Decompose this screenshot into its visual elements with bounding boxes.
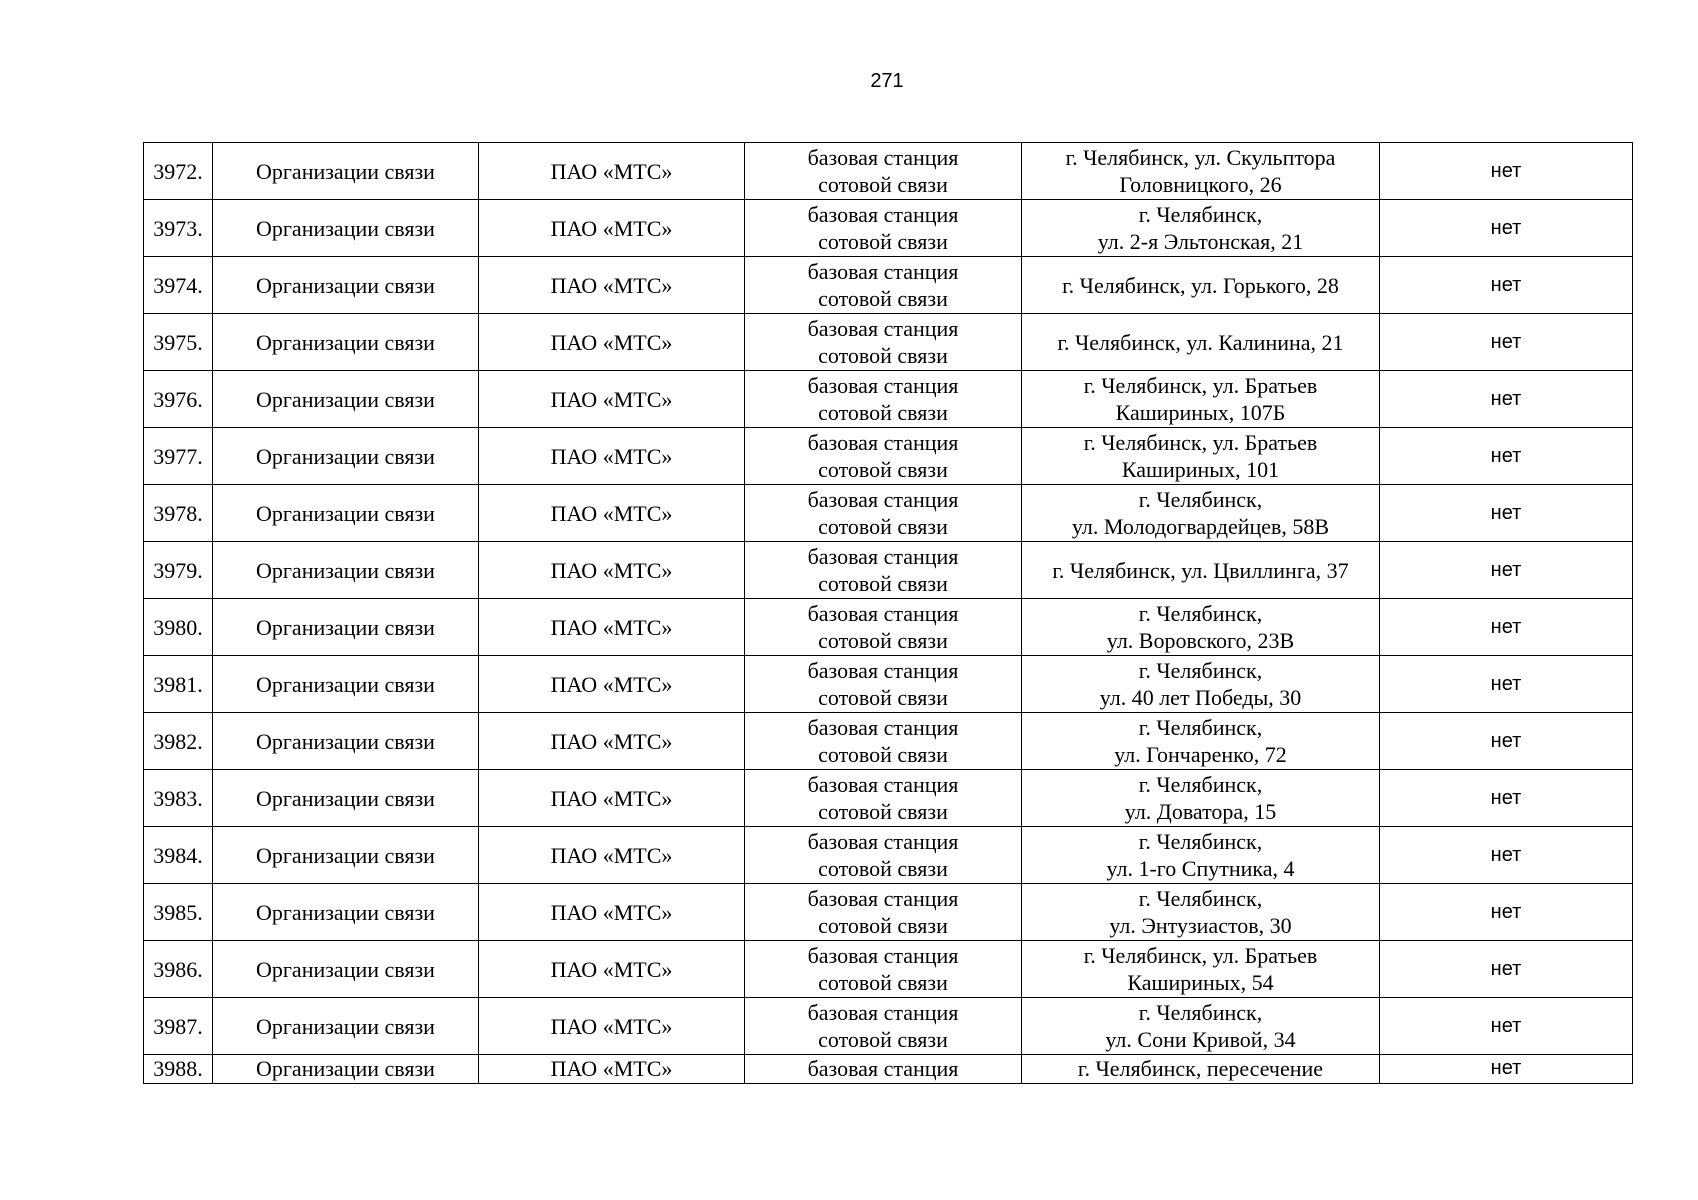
organization-cell-text: ПАО «МТС»: [550, 899, 673, 925]
category-cell: [213, 713, 479, 770]
address-cell-text: ул. 2-я Эльтонская, 21: [1097, 229, 1304, 254]
object-type-cell: [745, 599, 1022, 656]
category-cell: [213, 485, 479, 542]
address-cell-text: г. Челябинск, ул. Горького, 28: [1062, 272, 1339, 298]
organization-cell: [479, 371, 745, 428]
table-row: [144, 371, 1633, 428]
address-cell: [1022, 1055, 1380, 1084]
object-type-cell: [745, 257, 1022, 314]
object-type-cell-text: сотовой связи: [818, 286, 948, 311]
row-number: [144, 1055, 213, 1084]
organization-cell: [479, 542, 745, 599]
row-number: [144, 371, 213, 428]
object-type-cell: [745, 200, 1022, 257]
row-number: [144, 314, 213, 371]
object-type-cell-text: базовая станция: [807, 1056, 959, 1081]
organization-cell-text: ПАО «МТС»: [550, 614, 673, 640]
address-cell-text: ул. 1-го Спутника, 4: [1106, 856, 1295, 881]
address-cell-text: ул. Гончаренко, 72: [1114, 742, 1287, 767]
status-cell: [1380, 485, 1633, 542]
address-cell-text: ул. Воровского, 23В: [1106, 628, 1295, 653]
row-number-text: 3979.: [153, 557, 203, 583]
address-cell-text: г. Челябинск, пересечение: [1077, 1056, 1324, 1081]
category-cell: [213, 1055, 479, 1084]
row-number: [144, 428, 213, 485]
organization-cell-text: ПАО «МТС»: [550, 728, 673, 754]
object-type-cell-text: базовая станция: [807, 772, 959, 797]
table-row: [144, 770, 1633, 827]
address-cell: [1022, 656, 1380, 713]
object-type-cell: [745, 998, 1022, 1055]
object-type-cell: [745, 542, 1022, 599]
category-cell-text: Организации связи: [256, 842, 435, 868]
row-number-text: 3988.: [153, 1056, 203, 1081]
organization-cell: [479, 314, 745, 371]
status-cell: [1380, 827, 1633, 884]
status-cell-text: нет: [1490, 387, 1522, 410]
table-row: [144, 884, 1633, 941]
organization-cell: [479, 941, 745, 998]
category-cell-text: Организации связи: [256, 500, 435, 526]
address-cell: [1022, 599, 1380, 656]
object-type-cell-text: сотовой связи: [818, 343, 948, 368]
organization-cell-text: ПАО «МТС»: [550, 1056, 673, 1081]
status-cell-text: нет: [1490, 957, 1522, 980]
status-cell-text: нет: [1490, 615, 1522, 638]
status-cell: [1380, 713, 1633, 770]
row-number-text: 3982.: [153, 728, 203, 754]
address-cell: [1022, 941, 1380, 998]
object-type-cell: [745, 428, 1022, 485]
row-number-text: 3986.: [153, 956, 203, 982]
address-cell-text: ул. 40 лет Победы, 30: [1099, 685, 1302, 710]
row-number: [144, 200, 213, 257]
category-cell-text: Организации связи: [256, 1013, 435, 1039]
row-number-text: 3985.: [153, 899, 203, 925]
category-cell: [213, 599, 479, 656]
object-type-cell: [745, 713, 1022, 770]
table-row: [144, 257, 1633, 314]
address-cell-text: Кашириных, 54: [1127, 970, 1274, 995]
object-type-cell-text: базовая станция: [807, 829, 959, 854]
organization-cell-text: ПАО «МТС»: [550, 386, 673, 412]
status-cell-text: нет: [1490, 786, 1522, 809]
row-number-text: 3983.: [153, 785, 203, 811]
organization-cell: [479, 599, 745, 656]
table-row: [144, 143, 1633, 200]
address-cell-text: г. Челябинск,: [1138, 1000, 1263, 1025]
category-cell: [213, 143, 479, 200]
object-type-cell: [745, 143, 1022, 200]
address-cell-text: г. Челябинск,: [1138, 202, 1263, 227]
category-cell-text: Организации связи: [256, 215, 435, 241]
object-type-cell-text: сотовой связи: [818, 856, 948, 881]
address-cell: [1022, 884, 1380, 941]
table-row: [144, 1055, 1633, 1084]
object-type-cell-text: базовая станция: [807, 487, 959, 512]
address-cell-text: г. Челябинск, ул. Братьев: [1083, 373, 1318, 398]
address-cell: [1022, 257, 1380, 314]
object-type-cell-text: базовая станция: [807, 373, 959, 398]
registry-table: [143, 142, 1633, 1084]
table-row: [144, 542, 1633, 599]
status-cell-text: нет: [1490, 900, 1522, 923]
object-type-cell-text: базовая станция: [807, 259, 959, 284]
address-cell: [1022, 827, 1380, 884]
category-cell: [213, 770, 479, 827]
category-cell: [213, 371, 479, 428]
status-cell-text: нет: [1490, 159, 1522, 182]
address-cell-text: г. Челябинск,: [1138, 601, 1263, 626]
address-cell-text: г. Челябинск,: [1138, 715, 1263, 740]
organization-cell-text: ПАО «МТС»: [550, 329, 673, 355]
object-type-cell-text: базовая станция: [807, 430, 959, 455]
table-row: [144, 656, 1633, 713]
organization-cell: [479, 200, 745, 257]
category-cell: [213, 827, 479, 884]
organization-cell: [479, 143, 745, 200]
table-row: [144, 713, 1633, 770]
status-cell-text: нет: [1490, 501, 1522, 524]
category-cell-text: Организации связи: [256, 557, 435, 583]
category-cell-text: Организации связи: [256, 785, 435, 811]
category-cell-text: Организации связи: [256, 329, 435, 355]
row-number-text: 3980.: [153, 614, 203, 640]
category-cell-text: Организации связи: [256, 158, 435, 184]
category-cell: [213, 656, 479, 713]
status-cell: [1380, 428, 1633, 485]
organization-cell-text: ПАО «МТС»: [550, 557, 673, 583]
organization-cell-text: ПАО «МТС»: [550, 785, 673, 811]
status-cell: [1380, 371, 1633, 428]
object-type-cell-text: сотовой связи: [818, 172, 948, 197]
category-cell: [213, 428, 479, 485]
address-cell-text: ул. Молодогвардейцев, 58В: [1071, 514, 1330, 539]
address-cell-text: г. Челябинск, ул. Калинина, 21: [1057, 329, 1344, 355]
row-number: [144, 941, 213, 998]
status-cell-text: нет: [1490, 273, 1522, 296]
object-type-cell-text: базовая станция: [807, 1000, 959, 1025]
address-cell-text: Кашириных, 107Б: [1115, 400, 1286, 425]
organization-cell: [479, 428, 745, 485]
category-cell: [213, 941, 479, 998]
category-cell-text: Организации связи: [256, 728, 435, 754]
address-cell-text: г. Челябинск, ул. Скульптора: [1065, 145, 1336, 170]
object-type-cell-text: сотовой связи: [818, 799, 948, 824]
organization-cell: [479, 1055, 745, 1084]
row-number: [144, 599, 213, 656]
address-cell-text: г. Челябинск,: [1138, 772, 1263, 797]
object-type-cell: [745, 656, 1022, 713]
category-cell-text: Организации связи: [256, 272, 435, 298]
status-cell: [1380, 200, 1633, 257]
object-type-cell: [745, 770, 1022, 827]
organization-cell: [479, 998, 745, 1055]
object-type-cell-text: сотовой связи: [818, 685, 948, 710]
object-type-cell-text: сотовой связи: [818, 913, 948, 938]
object-type-cell-text: базовая станция: [807, 658, 959, 683]
row-number: [144, 998, 213, 1055]
object-type-cell-text: сотовой связи: [818, 1027, 948, 1052]
organization-cell: [479, 713, 745, 770]
address-cell-text: ул. Энтузиастов, 30: [1109, 913, 1292, 938]
object-type-cell: [745, 884, 1022, 941]
object-type-cell: [745, 941, 1022, 998]
row-number-text: 3977.: [153, 443, 203, 469]
row-number-text: 3987.: [153, 1013, 203, 1039]
address-cell: [1022, 485, 1380, 542]
table-row: [144, 827, 1633, 884]
row-number: [144, 485, 213, 542]
row-number-text: 3978.: [153, 500, 203, 526]
status-cell: [1380, 1055, 1633, 1084]
table-row: [144, 314, 1633, 371]
address-cell-text: ул. Доватора, 15: [1124, 799, 1277, 824]
object-type-cell: [745, 485, 1022, 542]
status-cell-text: нет: [1490, 1057, 1522, 1079]
organization-cell: [479, 884, 745, 941]
address-cell-text: г. Челябинск, ул. Братьев: [1083, 943, 1318, 968]
status-cell-text: нет: [1490, 216, 1522, 239]
address-cell: [1022, 542, 1380, 599]
organization-cell-text: ПАО «МТС»: [550, 500, 673, 526]
organization-cell: [479, 827, 745, 884]
organization-cell-text: ПАО «МТС»: [550, 671, 673, 697]
address-cell: [1022, 200, 1380, 257]
row-number-text: 3976.: [153, 386, 203, 412]
object-type-cell-text: сотовой связи: [818, 571, 948, 596]
status-cell-text: нет: [1490, 444, 1522, 467]
category-cell-text: Организации связи: [256, 386, 435, 412]
row-number: [144, 884, 213, 941]
row-number-text: 3975.: [153, 329, 203, 355]
address-cell: [1022, 428, 1380, 485]
organization-cell-text: ПАО «МТС»: [550, 443, 673, 469]
status-cell-text: нет: [1490, 330, 1522, 353]
table-row: [144, 200, 1633, 257]
row-number: [144, 542, 213, 599]
category-cell-text: Организации связи: [256, 899, 435, 925]
row-number: [144, 770, 213, 827]
row-number: [144, 143, 213, 200]
organization-cell-text: ПАО «МТС»: [550, 215, 673, 241]
category-cell: [213, 314, 479, 371]
object-type-cell: [745, 1055, 1022, 1084]
category-cell-text: Организации связи: [256, 443, 435, 469]
row-number-text: 3973.: [153, 215, 203, 241]
object-type-cell-text: сотовой связи: [818, 229, 948, 254]
object-type-cell: [745, 827, 1022, 884]
address-cell-text: г. Челябинск,: [1138, 829, 1263, 854]
row-number-text: 3984.: [153, 842, 203, 868]
row-number-text: 3974.: [153, 272, 203, 298]
table-row: [144, 998, 1633, 1055]
object-type-cell-text: базовая станция: [807, 145, 959, 170]
category-cell-text: Организации связи: [256, 671, 435, 697]
status-cell-text: нет: [1490, 558, 1522, 581]
status-cell-text: нет: [1490, 729, 1522, 752]
status-cell: [1380, 599, 1633, 656]
status-cell: [1380, 257, 1633, 314]
status-cell: [1380, 998, 1633, 1055]
row-number: [144, 713, 213, 770]
object-type-cell: [745, 371, 1022, 428]
status-cell: [1380, 143, 1633, 200]
object-type-cell-text: базовая станция: [807, 886, 959, 911]
table-row: [144, 941, 1633, 998]
object-type-cell: [745, 314, 1022, 371]
address-cell: [1022, 371, 1380, 428]
organization-cell-text: ПАО «МТС»: [550, 1013, 673, 1039]
address-cell-text: г. Челябинск, ул. Цвиллинга, 37: [1052, 557, 1349, 583]
object-type-cell-text: базовая станция: [807, 943, 959, 968]
status-cell: [1380, 770, 1633, 827]
address-cell-text: ул. Сони Кривой, 34: [1105, 1027, 1296, 1052]
address-cell: [1022, 143, 1380, 200]
organization-cell-text: ПАО «МТС»: [550, 842, 673, 868]
address-cell: [1022, 998, 1380, 1055]
row-number: [144, 257, 213, 314]
address-cell-text: г. Челябинск,: [1138, 886, 1263, 911]
category-cell: [213, 257, 479, 314]
address-cell: [1022, 314, 1380, 371]
object-type-cell-text: сотовой связи: [818, 970, 948, 995]
object-type-cell-text: базовая станция: [807, 316, 959, 341]
organization-cell: [479, 257, 745, 314]
address-cell-text: Кашириных, 101: [1121, 457, 1280, 482]
registry-table-body: [144, 143, 1633, 1084]
object-type-cell-text: базовая станция: [807, 202, 959, 227]
address-cell-text: Головницкого, 26: [1119, 172, 1282, 197]
status-cell: [1380, 314, 1633, 371]
status-cell: [1380, 941, 1633, 998]
table-row: [144, 599, 1633, 656]
object-type-cell-text: сотовой связи: [818, 742, 948, 767]
row-number: [144, 656, 213, 713]
row-number-text: 3972.: [153, 158, 203, 184]
row-number: [144, 827, 213, 884]
status-cell-text: нет: [1490, 843, 1522, 866]
category-cell-text: Организации связи: [256, 614, 435, 640]
organization-cell: [479, 770, 745, 827]
table-row: [144, 485, 1633, 542]
object-type-cell-text: базовая станция: [807, 601, 959, 626]
organization-cell-text: ПАО «МТС»: [550, 272, 673, 298]
address-cell-text: г. Челябинск, ул. Братьев: [1083, 430, 1318, 455]
object-type-cell-text: базовая станция: [807, 715, 959, 740]
organization-cell-text: ПАО «МТС»: [550, 956, 673, 982]
address-cell: [1022, 713, 1380, 770]
table-row: [144, 428, 1633, 485]
object-type-cell-text: сотовой связи: [818, 457, 948, 482]
object-type-cell-text: базовая станция: [807, 544, 959, 569]
status-cell-text: нет: [1490, 672, 1522, 695]
object-type-cell-text: сотовой связи: [818, 514, 948, 539]
category-cell: [213, 998, 479, 1055]
category-cell-text: Организации связи: [256, 956, 435, 982]
status-cell: [1380, 542, 1633, 599]
category-cell: [213, 884, 479, 941]
status-cell: [1380, 884, 1633, 941]
category-cell: [213, 542, 479, 599]
page-number: 271: [870, 70, 904, 92]
object-type-cell-text: сотовой связи: [818, 400, 948, 425]
address-cell-text: г. Челябинск,: [1138, 487, 1263, 512]
address-cell: [1022, 770, 1380, 827]
organization-cell: [479, 656, 745, 713]
status-cell: [1380, 656, 1633, 713]
category-cell: [213, 200, 479, 257]
organization-cell: [479, 485, 745, 542]
category-cell-text: Организации связи: [256, 1056, 435, 1081]
row-number-text: 3981.: [153, 671, 203, 697]
object-type-cell-text: сотовой связи: [818, 628, 948, 653]
organization-cell-text: ПАО «МТС»: [550, 158, 673, 184]
address-cell-text: г. Челябинск,: [1138, 658, 1263, 683]
status-cell-text: нет: [1490, 1014, 1522, 1037]
